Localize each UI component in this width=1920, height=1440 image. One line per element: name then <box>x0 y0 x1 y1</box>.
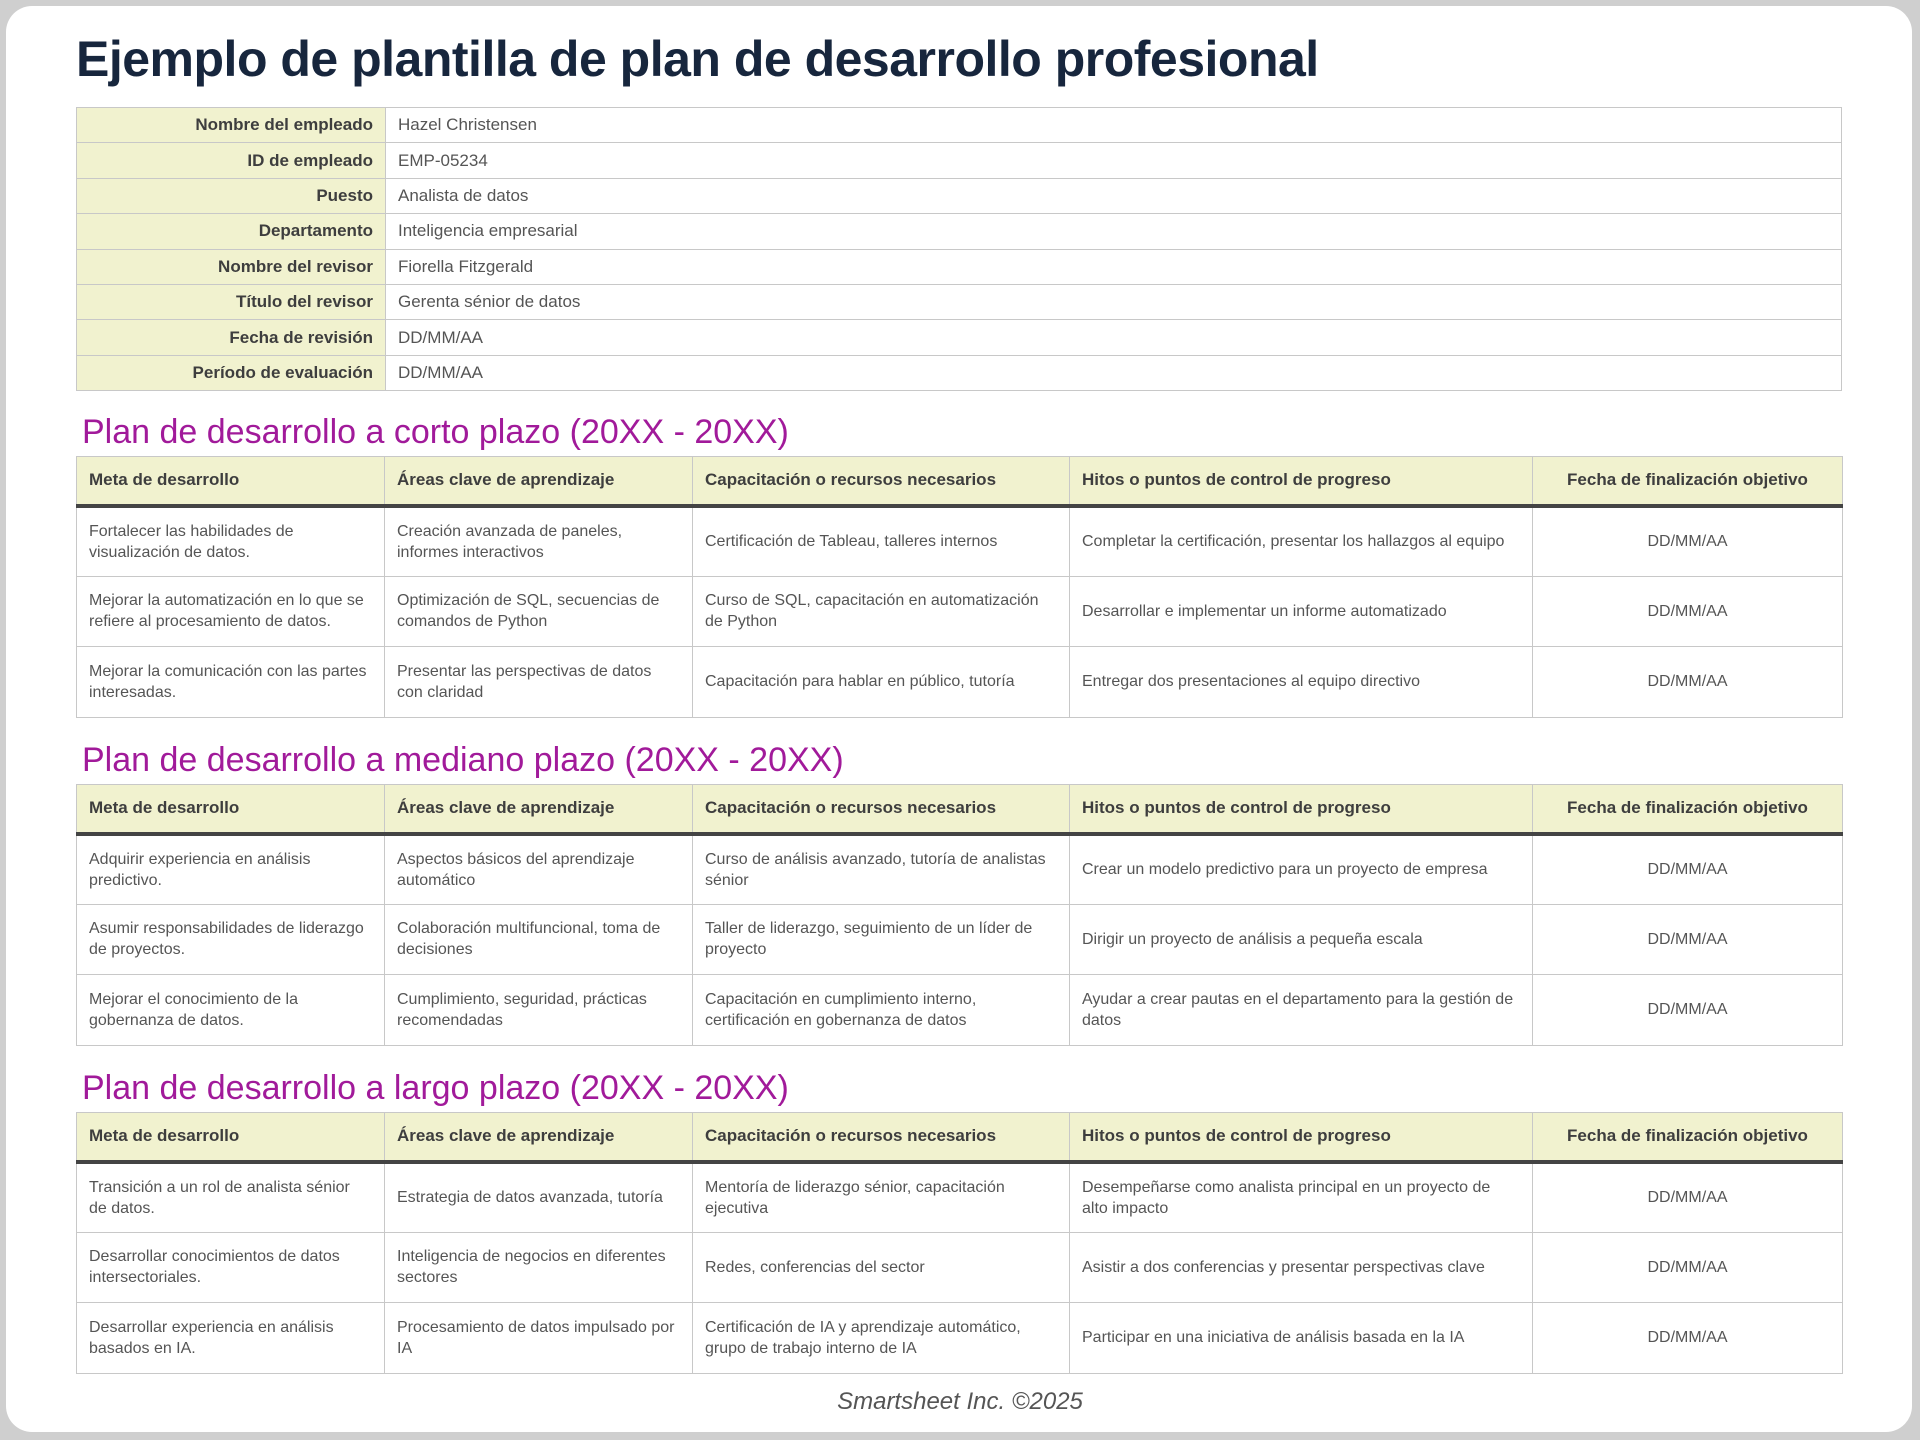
long-term-section-title: Plan de desarrollo a largo plazo (20XX - 20XX) <box>82 1069 789 1107</box>
table-row <box>77 1303 1843 1374</box>
cell-resources: Certificación de Tableau, talleres internos <box>693 506 1070 577</box>
column-header-goal: Meta de desarrollo <box>77 457 385 506</box>
info-value: Fiorella Fitzgerald <box>386 249 1842 284</box>
cell-target-date: DD/MM/AA <box>1533 1303 1843 1374</box>
info-value: EMP-05234 <box>386 143 1842 178</box>
cell-learning-areas: Cumplimiento, seguridad, prácticas recomendadas <box>385 975 693 1046</box>
cell-milestones: Participar en una iniciativa de análisis basada en la IA <box>1070 1303 1533 1374</box>
column-header-resources: Capacitación o recursos necesarios <box>693 457 1070 506</box>
info-label: Período de evaluación <box>77 355 386 390</box>
column-header-resources: Capacitación o recursos necesarios <box>693 1113 1070 1162</box>
cell-target-date: DD/MM/AA <box>1533 904 1843 975</box>
info-row <box>77 284 1842 319</box>
cell-target-date: DD/MM/AA <box>1533 647 1843 718</box>
info-label: Nombre del empleado <box>77 108 386 143</box>
cell-milestones: Desarrollar e implementar un informe automatizado <box>1070 576 1533 647</box>
cell-goal: Transición a un rol de analista sénior de datos. <box>77 1162 385 1233</box>
cell-resources: Mentoría de liderazgo sénior, capacitación ejecutiva <box>693 1162 1070 1233</box>
info-value: DD/MM/AA <box>386 320 1842 355</box>
cell-resources: Capacitación para hablar en público, tutoría <box>693 647 1070 718</box>
table-row <box>77 1232 1843 1303</box>
table-row <box>77 576 1843 647</box>
column-header-goal: Meta de desarrollo <box>77 785 385 834</box>
column-header-target-date: Fecha de finalización objetivo <box>1533 457 1843 506</box>
cell-goal: Adquirir experiencia en análisis predictivo. <box>77 834 385 905</box>
cell-learning-areas: Estrategia de datos avanzada, tutoría <box>385 1162 693 1233</box>
column-header-learning-areas: Áreas clave de aprendizaje <box>385 457 693 506</box>
cell-resources: Redes, conferencias del sector <box>693 1232 1070 1303</box>
cell-resources: Certificación de IA y aprendizaje automático, grupo de trabajo interno de IA <box>693 1303 1070 1374</box>
page-title: Ejemplo de plantilla de plan de desarrollo profesional <box>76 31 1319 87</box>
table-header-row <box>77 785 1843 834</box>
cell-target-date: DD/MM/AA <box>1533 975 1843 1046</box>
info-row <box>77 178 1842 213</box>
cell-milestones: Desempeñarse como analista principal en un proyecto de alto impacto <box>1070 1162 1533 1233</box>
cell-resources: Curso de análisis avanzado, tutoría de analistas sénior <box>693 834 1070 905</box>
table-row <box>77 904 1843 975</box>
info-row <box>77 249 1842 284</box>
column-header-milestones: Hitos o puntos de control de progreso <box>1070 1113 1533 1162</box>
info-value: Gerenta sénior de datos <box>386 284 1842 319</box>
short-term-plan-table <box>76 456 1843 718</box>
cell-goal: Mejorar la automatización en lo que se refiere al procesamiento de datos. <box>77 576 385 647</box>
info-row <box>77 143 1842 178</box>
cell-target-date: DD/MM/AA <box>1533 834 1843 905</box>
cell-milestones: Ayudar a crear pautas en el departamento para la gestión de datos <box>1070 975 1533 1046</box>
short-term-section-title: Plan de desarrollo a corto plazo (20XX - 20XX) <box>82 413 789 451</box>
cell-learning-areas: Inteligencia de negocios en diferentes sectores <box>385 1232 693 1303</box>
cell-milestones: Asistir a dos conferencias y presentar perspectivas clave <box>1070 1232 1533 1303</box>
info-label: ID de empleado <box>77 143 386 178</box>
cell-learning-areas: Presentar las perspectivas de datos con claridad <box>385 647 693 718</box>
column-header-learning-areas: Áreas clave de aprendizaje <box>385 1113 693 1162</box>
cell-learning-areas: Creación avanzada de paneles, informes interactivos <box>385 506 693 577</box>
cell-milestones: Entregar dos presentaciones al equipo directivo <box>1070 647 1533 718</box>
mid-term-section-title: Plan de desarrollo a mediano plazo (20XX - 20XX) <box>82 741 844 779</box>
cell-resources: Capacitación en cumplimiento interno, certificación en gobernanza de datos <box>693 975 1070 1046</box>
info-label: Departamento <box>77 214 386 249</box>
column-header-target-date: Fecha de finalización objetivo <box>1533 1113 1843 1162</box>
info-label: Título del revisor <box>77 284 386 319</box>
cell-goal: Desarrollar conocimientos de datos intersectoriales. <box>77 1232 385 1303</box>
cell-learning-areas: Aspectos básicos del aprendizaje automático <box>385 834 693 905</box>
info-row <box>77 214 1842 249</box>
info-value: Inteligencia empresarial <box>386 214 1842 249</box>
info-row <box>77 320 1842 355</box>
table-row <box>77 834 1843 905</box>
info-row <box>77 108 1842 143</box>
cell-learning-areas: Procesamiento de datos impulsado por IA <box>385 1303 693 1374</box>
info-row <box>77 355 1842 390</box>
column-header-resources: Capacitación o recursos necesarios <box>693 785 1070 834</box>
info-value: Hazel Christensen <box>386 108 1842 143</box>
cell-learning-areas: Colaboración multifuncional, toma de decisiones <box>385 904 693 975</box>
column-header-goal: Meta de desarrollo <box>77 1113 385 1162</box>
cell-resources: Curso de SQL, capacitación en automatización de Python <box>693 576 1070 647</box>
table-row <box>77 975 1843 1046</box>
cell-milestones: Crear un modelo predictivo para un proyecto de empresa <box>1070 834 1533 905</box>
cell-target-date: DD/MM/AA <box>1533 1232 1843 1303</box>
cell-goal: Desarrollar experiencia en análisis basados en IA. <box>77 1303 385 1374</box>
info-label: Nombre del revisor <box>77 249 386 284</box>
cell-target-date: DD/MM/AA <box>1533 576 1843 647</box>
cell-goal: Mejorar la comunicación con las partes interesadas. <box>77 647 385 718</box>
long-term-plan-table <box>76 1112 1843 1374</box>
footer-copyright: Smartsheet Inc. ©2025 <box>837 1388 1083 1415</box>
cell-resources: Taller de liderazgo, seguimiento de un líder de proyecto <box>693 904 1070 975</box>
cell-learning-areas: Optimización de SQL, secuencias de comandos de Python <box>385 576 693 647</box>
table-row <box>77 1162 1843 1233</box>
cell-target-date: DD/MM/AA <box>1533 506 1843 577</box>
column-header-milestones: Hitos o puntos de control de progreso <box>1070 457 1533 506</box>
info-label: Fecha de revisión <box>77 320 386 355</box>
table-header-row <box>77 1113 1843 1162</box>
cell-milestones: Dirigir un proyecto de análisis a pequeña escala <box>1070 904 1533 975</box>
cell-goal: Asumir responsabilidades de liderazgo de proyectos. <box>77 904 385 975</box>
table-row <box>77 506 1843 577</box>
info-value: Analista de datos <box>386 178 1842 213</box>
column-header-target-date: Fecha de finalización objetivo <box>1533 785 1843 834</box>
cell-target-date: DD/MM/AA <box>1533 1162 1843 1233</box>
cell-milestones: Completar la certificación, presentar los hallazgos al equipo <box>1070 506 1533 577</box>
mid-term-plan-table <box>76 784 1843 1046</box>
cell-goal: Fortalecer las habilidades de visualización de datos. <box>77 506 385 577</box>
cell-goal: Mejorar el conocimiento de la gobernanza de datos. <box>77 975 385 1046</box>
column-header-learning-areas: Áreas clave de aprendizaje <box>385 785 693 834</box>
table-row <box>77 647 1843 718</box>
employee-info-table <box>76 107 1842 391</box>
table-header-row <box>77 457 1843 506</box>
info-label: Puesto <box>77 178 386 213</box>
info-value: DD/MM/AA <box>386 355 1842 390</box>
column-header-milestones: Hitos o puntos de control de progreso <box>1070 785 1533 834</box>
